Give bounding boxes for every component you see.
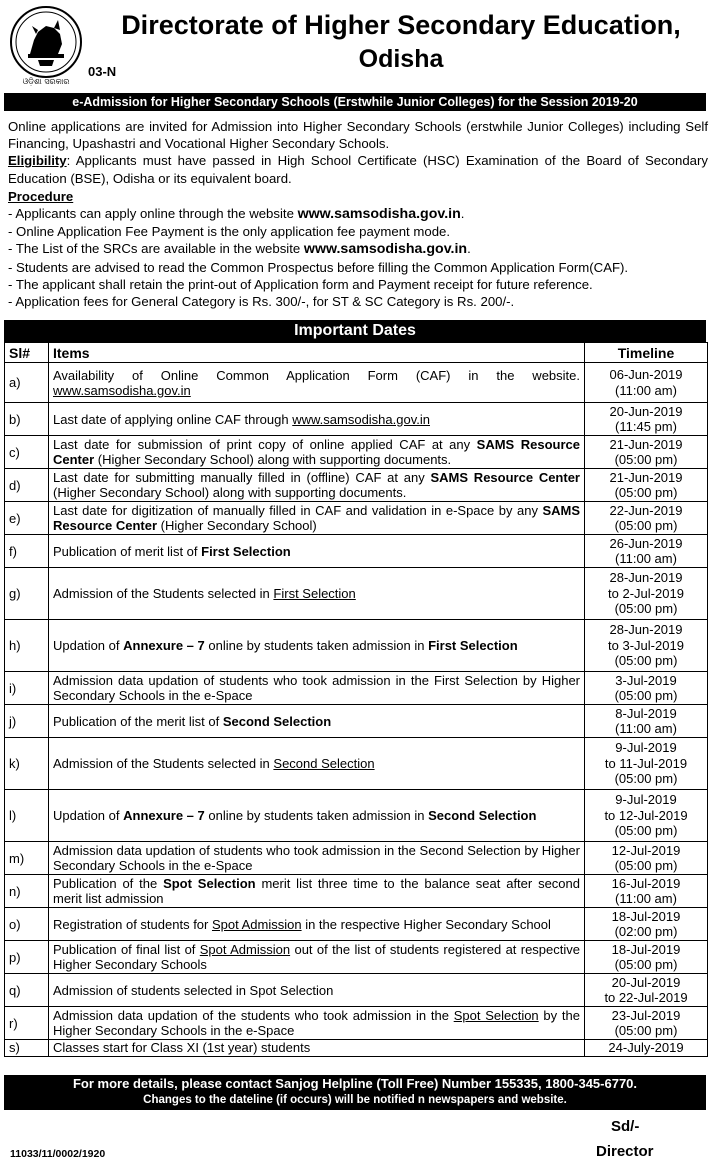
col-header-sl: Sl# xyxy=(5,343,49,363)
table-row xyxy=(5,908,708,941)
timeline-line: 16-Jul-2019 xyxy=(611,875,681,891)
row-item-link[interactable]: www.samsodisha.gov.in xyxy=(53,382,191,398)
table-row xyxy=(5,974,708,1007)
signature-sd: Sd/- xyxy=(611,1118,640,1135)
timeline-line: (11:00 am) xyxy=(615,891,677,906)
timeline-line: (05:00 pm) xyxy=(614,485,678,500)
table-row xyxy=(5,568,708,620)
row-item xyxy=(49,469,585,502)
website-link[interactable]: www.samsodisha.gov.in xyxy=(297,206,461,223)
row-serial: g) xyxy=(5,568,49,620)
page-title: Directorate of Higher Secondary Education, xyxy=(121,10,681,40)
row-serial: e) xyxy=(5,502,49,535)
row-item xyxy=(49,620,585,672)
row-timeline xyxy=(585,974,708,1007)
table-header-row xyxy=(5,343,708,363)
eligibility-label: Eligibility xyxy=(8,153,67,169)
row-item-text: by the Higher Secondary Schools in the e-Space xyxy=(53,1008,580,1038)
row-item-text: Last date for submission of print copy of online applied CAF at any xyxy=(53,437,477,452)
website-link[interactable]: www.samsodisha.gov.in xyxy=(303,241,468,258)
row-item-text: Registration of students for xyxy=(53,916,212,932)
timeline-line: (05:00 pm) xyxy=(614,771,678,787)
row-item-link[interactable]: Second Selection xyxy=(273,756,375,771)
row-timeline xyxy=(585,1040,708,1057)
row-timeline xyxy=(585,535,708,568)
row-item xyxy=(49,875,585,908)
row-item-text: Admission data updation of students who took admission in the First Selection by Higher Secondary Schools in the e-Space xyxy=(53,673,580,703)
row-item xyxy=(49,908,585,941)
timeline-line: 8-Jul-2019 xyxy=(615,705,677,721)
row-item-text: SAMS Resource Center xyxy=(430,470,580,485)
row-item-link[interactable]: www.samsodisha.gov.in xyxy=(292,411,430,427)
row-item-text: (Higher Secondary School) along with supporting documents. xyxy=(53,485,407,500)
row-serial: l) xyxy=(5,790,49,842)
row-timeline xyxy=(585,790,708,842)
row-serial: o) xyxy=(5,908,49,941)
row-item-text: Publication of the merit list of xyxy=(53,713,223,729)
row-item-text: Second Selection xyxy=(428,808,537,823)
table-row xyxy=(5,1007,708,1040)
row-serial: k) xyxy=(5,738,49,790)
timeline-line: (05:00 pm) xyxy=(614,653,678,669)
row-item-text: Publication of merit list of xyxy=(53,543,202,559)
row-serial: h) xyxy=(5,620,49,672)
row-item xyxy=(49,403,585,436)
procedure-item: - Applicants can apply online through the website www.samsodisha.gov.in. xyxy=(8,206,465,223)
timeline-line: to 22-Jul-2019 xyxy=(604,990,688,1005)
row-item-link[interactable]: Spot Admission xyxy=(199,942,291,957)
table-row xyxy=(5,738,708,790)
row-serial: q) xyxy=(5,974,49,1007)
row-timeline xyxy=(585,620,708,672)
row-timeline xyxy=(585,363,708,403)
notice-code: 03-N xyxy=(88,64,117,79)
procedure-item: - Students are advised to read the Common Prospectus before filling the Common Application Form(CAF). xyxy=(8,259,629,275)
timeline-line: 18-Jul-2019 xyxy=(611,908,681,924)
row-item xyxy=(49,535,585,568)
timeline-line: 20-Jun-2019 xyxy=(609,403,683,419)
important-dates-heading: Important Dates xyxy=(4,320,706,342)
row-item xyxy=(49,672,585,705)
row-item-text: Spot Selection xyxy=(163,876,256,891)
page-title-line2: Odisha xyxy=(358,45,444,73)
row-item-text: merit list three time to the balance seat after second merit list admission xyxy=(53,876,580,906)
table-row xyxy=(5,436,708,469)
timeline-line: to 11-Jul-2019 xyxy=(604,755,688,771)
row-item-text: (Higher Secondary School) xyxy=(157,518,317,533)
odisha-emblem-icon xyxy=(8,4,84,88)
row-item-text: Admission of students selected in Spot Selection xyxy=(53,982,334,998)
timeline-line: (11:00 am) xyxy=(615,551,677,566)
row-item xyxy=(49,842,585,875)
row-serial: n) xyxy=(5,875,49,908)
row-timeline xyxy=(585,436,708,469)
row-timeline xyxy=(585,469,708,502)
row-timeline xyxy=(585,941,708,974)
row-item-text: First Selection xyxy=(201,543,291,559)
table-row xyxy=(5,790,708,842)
row-item-text: (Higher Secondary School) along with supporting documents. xyxy=(94,452,452,467)
timeline-line: to 12-Jul-2019 xyxy=(604,807,688,823)
timeline-line: 06-Jun-2019 xyxy=(609,367,683,382)
row-item-link[interactable]: First Selection xyxy=(273,586,356,601)
row-item-text: Publication of final list of xyxy=(53,942,200,957)
table-row xyxy=(5,941,708,974)
row-item-text: Classes start for Class XI (1st year) students xyxy=(53,1040,311,1056)
intro-section xyxy=(8,118,708,310)
timeline-line: 9-Jul-2019 xyxy=(615,792,677,808)
row-item-text: First Selection xyxy=(428,638,518,653)
timeline-line: (05:00 pm) xyxy=(614,688,678,703)
row-item-text: SAMS Resource Center xyxy=(53,437,580,467)
row-timeline xyxy=(585,1007,708,1040)
procedure-item: - The applicant shall retain the print-out of Application form and Payment receipt for future reference. xyxy=(8,276,593,292)
table-row xyxy=(5,705,708,738)
intro-text: Online applications are invited for Admission into Higher Secondary Schools (erstwhile Junior Colleges) including Self Financing, Upashastri and Vocational Higher Secondary Schools. xyxy=(8,119,708,152)
row-item-text: Last date for submitting manually filled in (offline) CAF at any xyxy=(53,470,431,485)
timeline-line: (05:00 pm) xyxy=(614,452,678,467)
changes-note: Changes to the dateline (if occurs) will be notified n newspapers and website. xyxy=(143,1094,567,1106)
row-item-text: Annexure – 7 xyxy=(123,638,205,653)
timeline-line: 28-Jun-2019 xyxy=(609,570,683,586)
reference-number: 11033/11/0002/1920 xyxy=(10,1148,106,1160)
row-item xyxy=(49,705,585,738)
row-serial: c) xyxy=(5,436,49,469)
table-row xyxy=(5,535,708,568)
timeline-line: (05:00 pm) xyxy=(614,858,678,873)
row-item-text: Availability of Online Common Application Form (CAF) in the website. xyxy=(53,367,580,383)
signatory-title: Director xyxy=(596,1143,654,1160)
timeline-line: 9-Jul-2019 xyxy=(615,740,677,756)
timeline-line: (02:00 pm) xyxy=(614,924,678,939)
col-header-items: Items xyxy=(49,343,585,363)
table-row xyxy=(5,672,708,705)
row-serial: r) xyxy=(5,1007,49,1040)
row-item-text: out of the list of students registered at respective Higher Secondary Schools xyxy=(53,942,581,972)
row-item-link[interactable]: Spot Admission xyxy=(211,916,302,932)
timeline-line: 21-Jun-2019 xyxy=(609,469,683,485)
procedure-list xyxy=(8,205,708,310)
svg-text:ଓଡ଼ିଶା ସରକାର: ଓଡ଼ିଶା ସରକାର xyxy=(22,77,70,86)
timeline-line: (05:00 pm) xyxy=(614,1023,678,1038)
timeline-line: (11:00 am) xyxy=(615,382,677,398)
row-item-text: online by students taken admission in xyxy=(204,808,429,823)
timeline-line: (05:00 pm) xyxy=(614,823,678,839)
table-row xyxy=(5,1040,708,1057)
row-item xyxy=(49,941,585,974)
table-row xyxy=(5,469,708,502)
row-timeline xyxy=(585,738,708,790)
row-item xyxy=(49,974,585,1007)
table-row xyxy=(5,363,708,403)
row-item-text: Second Selection xyxy=(222,713,332,729)
timeline-line: 3-Jul-2019 xyxy=(615,672,677,688)
row-serial: p) xyxy=(5,941,49,974)
row-timeline xyxy=(585,502,708,535)
row-serial: f) xyxy=(5,535,49,568)
timeline-line: 26-Jun-2019 xyxy=(609,535,683,551)
row-item xyxy=(49,738,585,790)
row-serial: i) xyxy=(5,672,49,705)
header xyxy=(0,0,716,92)
table-row xyxy=(5,403,708,436)
table-row xyxy=(5,842,708,875)
row-serial: b) xyxy=(5,403,49,436)
timeline-line: 21-Jun-2019 xyxy=(609,436,683,452)
timeline-line: to 3-Jul-2019 xyxy=(608,637,684,653)
helpline-text: For more details, please contact Sanjog Helpline (Toll Free) Number 155335, 1800-345-6770. xyxy=(72,1076,638,1091)
row-timeline xyxy=(585,672,708,705)
timeline-line: (05:00 pm) xyxy=(614,957,678,972)
procedure-item: - Online Application Fee Payment is the only application fee payment mode. xyxy=(8,224,451,240)
timeline-line: (11:00 am) xyxy=(615,721,677,736)
timeline-line: 24-July-2019 xyxy=(608,1040,684,1055)
timeline-line: 28-Jun-2019 xyxy=(609,622,683,638)
eligibility-text: : Applicants must have passed in High School Certificate (HSC) Examination of the Board of Secondary Education (BSE), Odisha or its equivalent board. xyxy=(8,153,708,186)
row-item xyxy=(49,1007,585,1040)
row-timeline xyxy=(585,875,708,908)
row-item-text: Annexure – 7 xyxy=(123,808,205,823)
row-item xyxy=(49,1040,585,1057)
row-item-text: Admission of the Students selected in xyxy=(53,586,274,601)
procedure-item: - Application fees for General Category is Rs. 300/-, for ST & SC Category is Rs. 200/-. xyxy=(8,294,515,310)
row-timeline xyxy=(585,568,708,620)
row-item xyxy=(49,502,585,535)
row-item-text: Updation of xyxy=(53,638,124,653)
row-item xyxy=(49,568,585,620)
row-item-text: Updation of xyxy=(53,808,124,823)
procedure-heading: Procedure xyxy=(8,188,74,204)
eligibility-paragraph xyxy=(8,152,708,186)
row-timeline xyxy=(585,403,708,436)
timeline-line: 18-Jul-2019 xyxy=(611,941,681,957)
row-item xyxy=(49,436,585,469)
row-item-text: Admission of the Students selected in xyxy=(53,756,274,771)
admission-banner: e-Admission for Higher Secondary Schools (Erstwhile Junior Colleges) for the Session 2019-20 xyxy=(4,93,706,111)
row-item-text: Last date of applying online CAF through xyxy=(53,411,293,427)
timeline-line: to 2-Jul-2019 xyxy=(608,585,684,601)
timeline-line: 20-Jul-2019 xyxy=(611,974,681,990)
table-row xyxy=(5,620,708,672)
table-row xyxy=(5,502,708,535)
procedure-item: - The List of the SRCs are available in the website www.samsodisha.gov.in. xyxy=(8,241,471,258)
timeline-line: 12-Jul-2019 xyxy=(611,842,681,858)
row-timeline xyxy=(585,908,708,941)
row-item-text: online by students taken admission in xyxy=(204,638,429,653)
col-header-timeline: Timeline xyxy=(585,343,708,363)
row-serial: a) xyxy=(5,363,49,403)
row-serial: j) xyxy=(5,705,49,738)
table-row xyxy=(5,875,708,908)
footer-banner xyxy=(4,1075,706,1110)
timeline-line: (05:00 pm) xyxy=(614,518,678,533)
row-serial: s) xyxy=(5,1040,49,1057)
timeline-line: (11:45 pm) xyxy=(615,419,677,434)
row-item xyxy=(49,363,585,403)
timeline-line: (05:00 pm) xyxy=(614,601,678,617)
row-serial: d) xyxy=(5,469,49,502)
row-item-text: Last date for digitization of manually filled in CAF and validation in e-Space by any xyxy=(53,503,543,518)
row-item-text: in the respective Higher Secondary School xyxy=(301,916,551,932)
row-serial: m) xyxy=(5,842,49,875)
row-timeline xyxy=(585,842,708,875)
row-item-text: Publication of the xyxy=(53,876,164,891)
important-dates-table xyxy=(4,342,708,1057)
row-item-text: Admission data updation of the students who took admission in the xyxy=(53,1008,454,1023)
timeline-line: 23-Jul-2019 xyxy=(611,1007,681,1023)
row-item xyxy=(49,790,585,842)
row-timeline xyxy=(585,705,708,738)
row-item-text: Admission data updation of students who took admission in the Second Selection by Higher Secondary Schools in the e-Space xyxy=(53,843,580,873)
row-item-text: SAMS Resource Center xyxy=(53,503,580,533)
timeline-line: 22-Jun-2019 xyxy=(609,502,683,518)
row-item-link[interactable]: Spot Selection xyxy=(453,1008,539,1023)
